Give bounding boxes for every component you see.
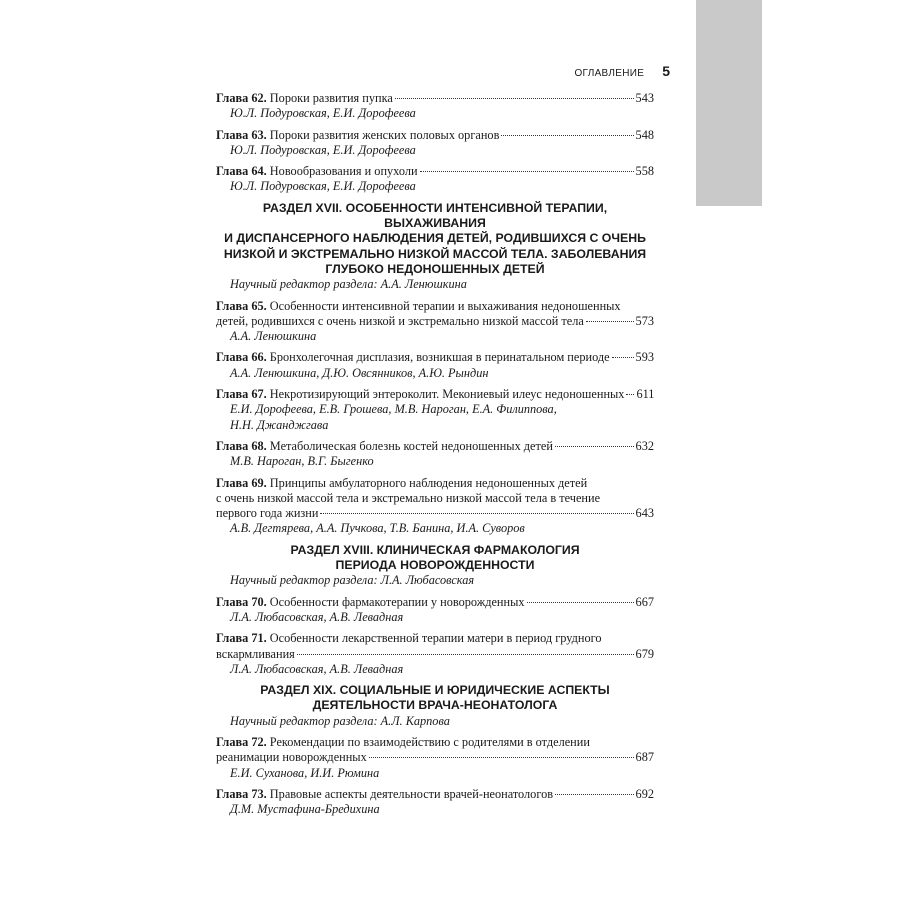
chapter-label: Глава 64. bbox=[216, 164, 267, 179]
toc-section-18[interactable] bbox=[216, 543, 654, 589]
dot-leader bbox=[555, 446, 634, 447]
dot-leader bbox=[612, 357, 634, 358]
section-title-line: ДЕЯТЕЛЬНОСТИ ВРАЧА-НЕОНАТОЛОГА bbox=[312, 698, 558, 713]
toc-entry-chapter-62[interactable] bbox=[216, 91, 654, 122]
dot-leader bbox=[626, 394, 634, 395]
section-editor: Научный редактор раздела: А.А. Ленюшкина bbox=[230, 277, 467, 292]
chapter-title: Особенности лекарственной терапии матери в период грудного bbox=[269, 631, 602, 646]
toc-entry-chapter-65[interactable] bbox=[216, 299, 654, 345]
chapter-page: 632 bbox=[635, 438, 654, 453]
section-editor: Научный редактор раздела: Л.А. Любасовская bbox=[230, 573, 475, 588]
page-number: 5 bbox=[662, 63, 670, 79]
chapter-title: Некротизирующий энтероколит. Мекониевый илеус недоношенных bbox=[269, 387, 625, 402]
running-head-title: ОГЛАВЛЕНИЕ bbox=[574, 68, 645, 79]
chapter-authors: А.А. Ленюшкина bbox=[230, 329, 317, 344]
chapter-title: Рекомендации по взаимодействию с родителями в отделении bbox=[269, 734, 590, 749]
table-of-contents bbox=[216, 91, 654, 823]
chapter-authors: Ю.Л. Подуровская, Е.И. Дорофеева bbox=[230, 106, 416, 121]
chapter-page: 593 bbox=[635, 350, 654, 365]
chapter-title: Бронхолегочная дисплазия, возникшая в перинатальном периоде bbox=[269, 350, 610, 365]
toc-entry-chapter-71[interactable] bbox=[216, 631, 654, 677]
section-title-line: НИЗКОЙ И ЭКСТРЕМАЛЬНО НИЗКОЙ МАССОЙ ТЕЛА. ЗАБОЛЕВАНИЯ bbox=[223, 246, 647, 261]
chapter-authors: Д.М. Мустафина-Бредихина bbox=[230, 802, 380, 817]
chapter-page: 643 bbox=[635, 506, 654, 521]
chapter-label: Глава 70. bbox=[216, 594, 267, 609]
chapter-label: Глава 71. bbox=[216, 631, 267, 646]
chapter-page: 679 bbox=[635, 646, 654, 661]
running-head bbox=[216, 63, 670, 85]
toc-section-19[interactable] bbox=[216, 683, 654, 729]
chapter-title: Принципы амбулаторного наблюдения недоношенных детей bbox=[269, 475, 588, 490]
chapter-authors: Н.Н. Джанджгава bbox=[230, 417, 329, 432]
chapter-title-continued: детей, родившихся с очень низкой и экстремально низкой массой тела bbox=[216, 313, 584, 328]
dot-leader bbox=[369, 757, 634, 758]
dot-leader bbox=[320, 513, 633, 514]
section-title-line: И ДИСПАНСЕРНОГО НАБЛЮДЕНИЯ ДЕТЕЙ, РОДИВШИХСЯ С ОЧЕНЬ bbox=[224, 231, 646, 246]
chapter-label: Глава 63. bbox=[216, 127, 267, 142]
chapter-label: Глава 69. bbox=[216, 475, 267, 490]
dot-leader bbox=[420, 171, 634, 172]
chapter-page: 687 bbox=[635, 750, 654, 765]
chapter-authors: Е.И. Суханова, И.И. Рюмина bbox=[230, 765, 380, 780]
toc-entry-chapter-64[interactable] bbox=[216, 164, 654, 195]
chapter-page: 543 bbox=[635, 91, 654, 105]
toc-entry-chapter-63[interactable] bbox=[216, 128, 654, 159]
chapter-title-continued: первого года жизни bbox=[216, 506, 319, 521]
chapter-page: 548 bbox=[635, 127, 654, 142]
section-title-line: РАЗДЕЛ XVIII. КЛИНИЧЕСКАЯ ФАРМАКОЛОГИЯ bbox=[290, 542, 580, 557]
toc-entry-chapter-67[interactable] bbox=[216, 387, 654, 433]
chapter-page: 611 bbox=[636, 387, 655, 402]
toc-entry-chapter-68[interactable] bbox=[216, 439, 654, 470]
chapter-authors: А.В. Дегтярева, А.А. Пучкова, Т.В. Банина, И.А. Суворов bbox=[230, 521, 525, 536]
chapter-label: Глава 66. bbox=[216, 350, 267, 365]
toc-entry-chapter-66[interactable] bbox=[216, 350, 654, 381]
section-editor: Научный редактор раздела: А.Л. Карпова bbox=[230, 713, 450, 728]
toc-entry-chapter-70[interactable] bbox=[216, 595, 654, 626]
chapter-authors: Ю.Л. Подуровская, Е.И. Дорофеева bbox=[230, 179, 416, 194]
chapter-page: 692 bbox=[635, 786, 654, 801]
chapter-authors: М.В. Нароган, В.Г. Быгенко bbox=[230, 454, 374, 469]
dot-leader bbox=[586, 321, 634, 322]
chapter-page: 667 bbox=[635, 594, 654, 609]
chapter-title: Пороки развития женских половых органов bbox=[269, 127, 500, 142]
chapter-title: Правовые аспекты деятельности врачей-неонатологов bbox=[269, 786, 554, 801]
chapter-page: 558 bbox=[635, 164, 654, 179]
section-title-line: ПЕРИОДА НОВОРОЖДЕННОСТИ bbox=[335, 558, 535, 573]
dot-leader bbox=[555, 794, 634, 795]
chapter-label: Глава 68. bbox=[216, 438, 267, 453]
chapter-authors: Е.И. Дорофеева, Е.В. Грошева, М.В. Нароган, Е.А. Филиппова, bbox=[230, 402, 557, 417]
section-title-line: ГЛУБОКО НЕДОНОШЕННЫХ ДЕТЕЙ bbox=[325, 261, 545, 276]
chapter-authors: А.А. Ленюшкина, Д.Ю. Овсянников, А.Ю. Рындин bbox=[230, 365, 489, 380]
chapter-title-continued: вскармливания bbox=[216, 646, 295, 661]
chapter-title: Особенности интенсивной терапии и выхаживания недоношенных bbox=[269, 298, 621, 313]
toc-entry-chapter-69[interactable] bbox=[216, 476, 654, 537]
chapter-title: Пороки развития пупка bbox=[269, 91, 393, 105]
dot-leader bbox=[527, 602, 634, 603]
toc-entry-chapter-72[interactable] bbox=[216, 735, 654, 781]
chapter-label: Глава 65. bbox=[216, 298, 267, 313]
dot-leader bbox=[501, 135, 633, 136]
chapter-title-continued: с очень низкой массой тела и экстремально низкой массой тела в течение bbox=[216, 490, 601, 505]
chapter-authors: Л.А. Любасовская, А.В. Левадная bbox=[230, 661, 404, 676]
dot-leader bbox=[395, 98, 634, 99]
chapter-authors: Ю.Л. Подуровская, Е.И. Дорофеева bbox=[230, 142, 416, 157]
chapter-label: Глава 62. bbox=[216, 91, 267, 105]
chapter-title-continued: реанимации новорожденных bbox=[216, 750, 367, 765]
section-title-line: РАЗДЕЛ XIX. СОЦИАЛЬНЫЕ И ЮРИДИЧЕСКИЕ АСПЕКТЫ bbox=[260, 683, 610, 698]
toc-section-17[interactable] bbox=[216, 201, 654, 293]
chapter-title: Особенности фармакотерапии у новорожденных bbox=[269, 594, 525, 609]
page-edge-tab bbox=[696, 0, 762, 206]
chapter-label: Глава 72. bbox=[216, 734, 267, 749]
chapter-title: Новообразования и опухоли bbox=[269, 164, 418, 179]
chapter-title: Метаболическая болезнь костей недоношенных детей bbox=[269, 438, 553, 453]
toc-entry-chapter-73[interactable] bbox=[216, 787, 654, 818]
chapter-label: Глава 73. bbox=[216, 786, 267, 801]
section-title-line: РАЗДЕЛ XVII. ОСОБЕННОСТИ ИНТЕНСИВНОЙ ТЕРАПИИ, ВЫХАЖИВАНИЯ bbox=[262, 200, 608, 231]
chapter-label: Глава 67. bbox=[216, 387, 267, 402]
chapter-authors: Л.А. Любасовская, А.В. Левадная bbox=[230, 609, 404, 624]
chapter-page: 573 bbox=[635, 313, 654, 328]
dot-leader bbox=[297, 654, 634, 655]
